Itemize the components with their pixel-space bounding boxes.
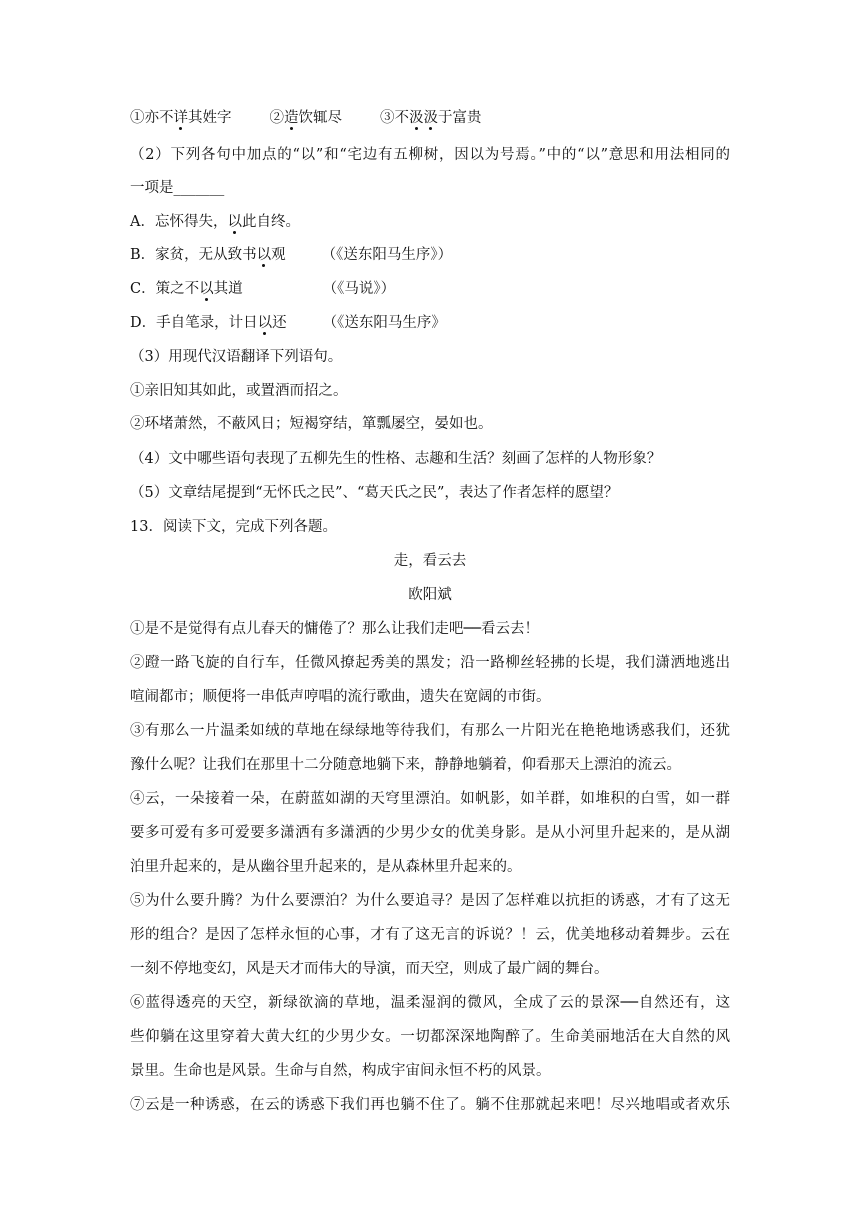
option-d: D．手自笔录，计日以还 （《送东阳马生序》 bbox=[130, 315, 446, 331]
question-3: （3）用现代汉语翻译下列语句。 bbox=[130, 349, 343, 365]
paragraph-line: ②蹬一路飞旋的自行车，任微风撩起秀美的黑发；沿一路柳丝轻拂的长堤，我们潇洒地逃出 bbox=[130, 655, 730, 671]
question-4: （4）文中哪些语句表现了五柳先生的性格、志趣和生活？刻画了怎样的人物形象？ bbox=[130, 451, 662, 467]
paragraph-line: 泊里升起来的，是从幽谷里升起来的，是从森林里升起来的。 bbox=[130, 859, 522, 875]
paragraph-line: ①是不是觉得有点儿春天的慵倦了？那么让我们走吧──看云去！ bbox=[130, 621, 539, 637]
question-3-item-2: ②环堵萧然，不蔽风日；短褐穿结，箪瓢屡空，晏如也。 bbox=[130, 416, 493, 432]
paragraph-line: ③有那么一片温柔如绒的草地在绿绿地等待我们，有那么一片阳光在艳艳地诱惑我们，还犹 bbox=[130, 723, 730, 739]
option-d-source: （《送东阳马生序》 bbox=[322, 315, 446, 331]
option-b: B．家贫，无从致书以观 （《送东阳马生序》） bbox=[130, 247, 453, 263]
option-2: ②造饮辄尽 bbox=[269, 110, 342, 126]
paragraph-line: 要多可爱有多可爱要多潇洒有多潇洒的少男少女的优美身影。是从小河里升起来的，是从湖 bbox=[130, 825, 730, 841]
paragraph-line: ⑤为什么要升腾？为什么要漂泊？为什么要追寻？是因了怎样难以抗拒的诱惑，才有了这无 bbox=[130, 893, 730, 909]
paragraph-line: 些仰躺在这里穿着大黄大红的少男少女。一切都深深地陶醉了。生命美丽地活在大自然的风 bbox=[130, 1029, 730, 1045]
option-b-source: （《送东阳马生序》） bbox=[321, 247, 453, 263]
option-c-source: （《马说》） bbox=[322, 281, 396, 297]
options-line bbox=[130, 108, 730, 128]
question-5: （5）文章结尾提到“无怀氏之民”、“葛天氏之民”，表达了作者怎样的愿望？ bbox=[130, 485, 619, 501]
article-author: 欧阳斌 bbox=[408, 587, 452, 603]
question-2-line-1: （2）下列各句中加点的“以”和“宅边有五柳树，因以为号焉。”中的“以”意思和用法相同的 bbox=[130, 147, 730, 163]
paragraph-line: 喧闹都市；顺便将一串低声哼唱的流行歌曲，遗失在宽阔的市街。 bbox=[130, 689, 551, 705]
question-2-line-2: 一项是_______ bbox=[130, 180, 225, 196]
option-3: ③不汲汲于富贵 bbox=[380, 110, 482, 126]
paragraph-line: ④云，一朵接着一朵，在蔚蓝如湖的天穹里漂泊。如帆影，如羊群，如堆积的白雪，如一群 bbox=[130, 791, 730, 807]
paragraph-line: 一刻不停地变幻，风是天才而伟大的导演，而天空，则成了最广阔的舞台。 bbox=[130, 961, 609, 977]
paragraph-line: 形的组合？是因了怎样永恒的心事，才有了这无言的诉说？！云，优美地移动着舞步。云在 bbox=[130, 927, 730, 943]
option-1: ①亦不详其姓字 bbox=[130, 110, 232, 126]
paragraph-line: 景里。生命也是风景。生命与自然，构成宇宙间永恒不朽的风景。 bbox=[130, 1063, 551, 1079]
question-13: 13．阅读下文，完成下列各题。 bbox=[130, 519, 337, 535]
article-title: 走，看云去 bbox=[393, 553, 467, 569]
question-3-item-1: ①亲旧知其如此，或置酒而招之。 bbox=[130, 383, 348, 399]
paragraph-line: ⑥蓝得透亮的天空，新绿欲滴的草地，温柔湿润的微风，全成了云的景深──自然还有，这 bbox=[130, 995, 730, 1011]
option-c: C．策之不以其道 （《马说》） bbox=[130, 281, 396, 297]
paragraph-line: ⑦云是一种诱惑，在云的诱惑下我们再也躺不住了。躺不住那就起来吧！尽兴地唱或者欢乐 bbox=[130, 1097, 730, 1113]
option-a: A．忘怀得失，以此自终。 bbox=[130, 214, 300, 230]
paragraph-line: 豫什么呢？让我们在那里十二分随意地躺下来，静静地躺着，仰看那天上漂泊的流云。 bbox=[130, 757, 681, 773]
